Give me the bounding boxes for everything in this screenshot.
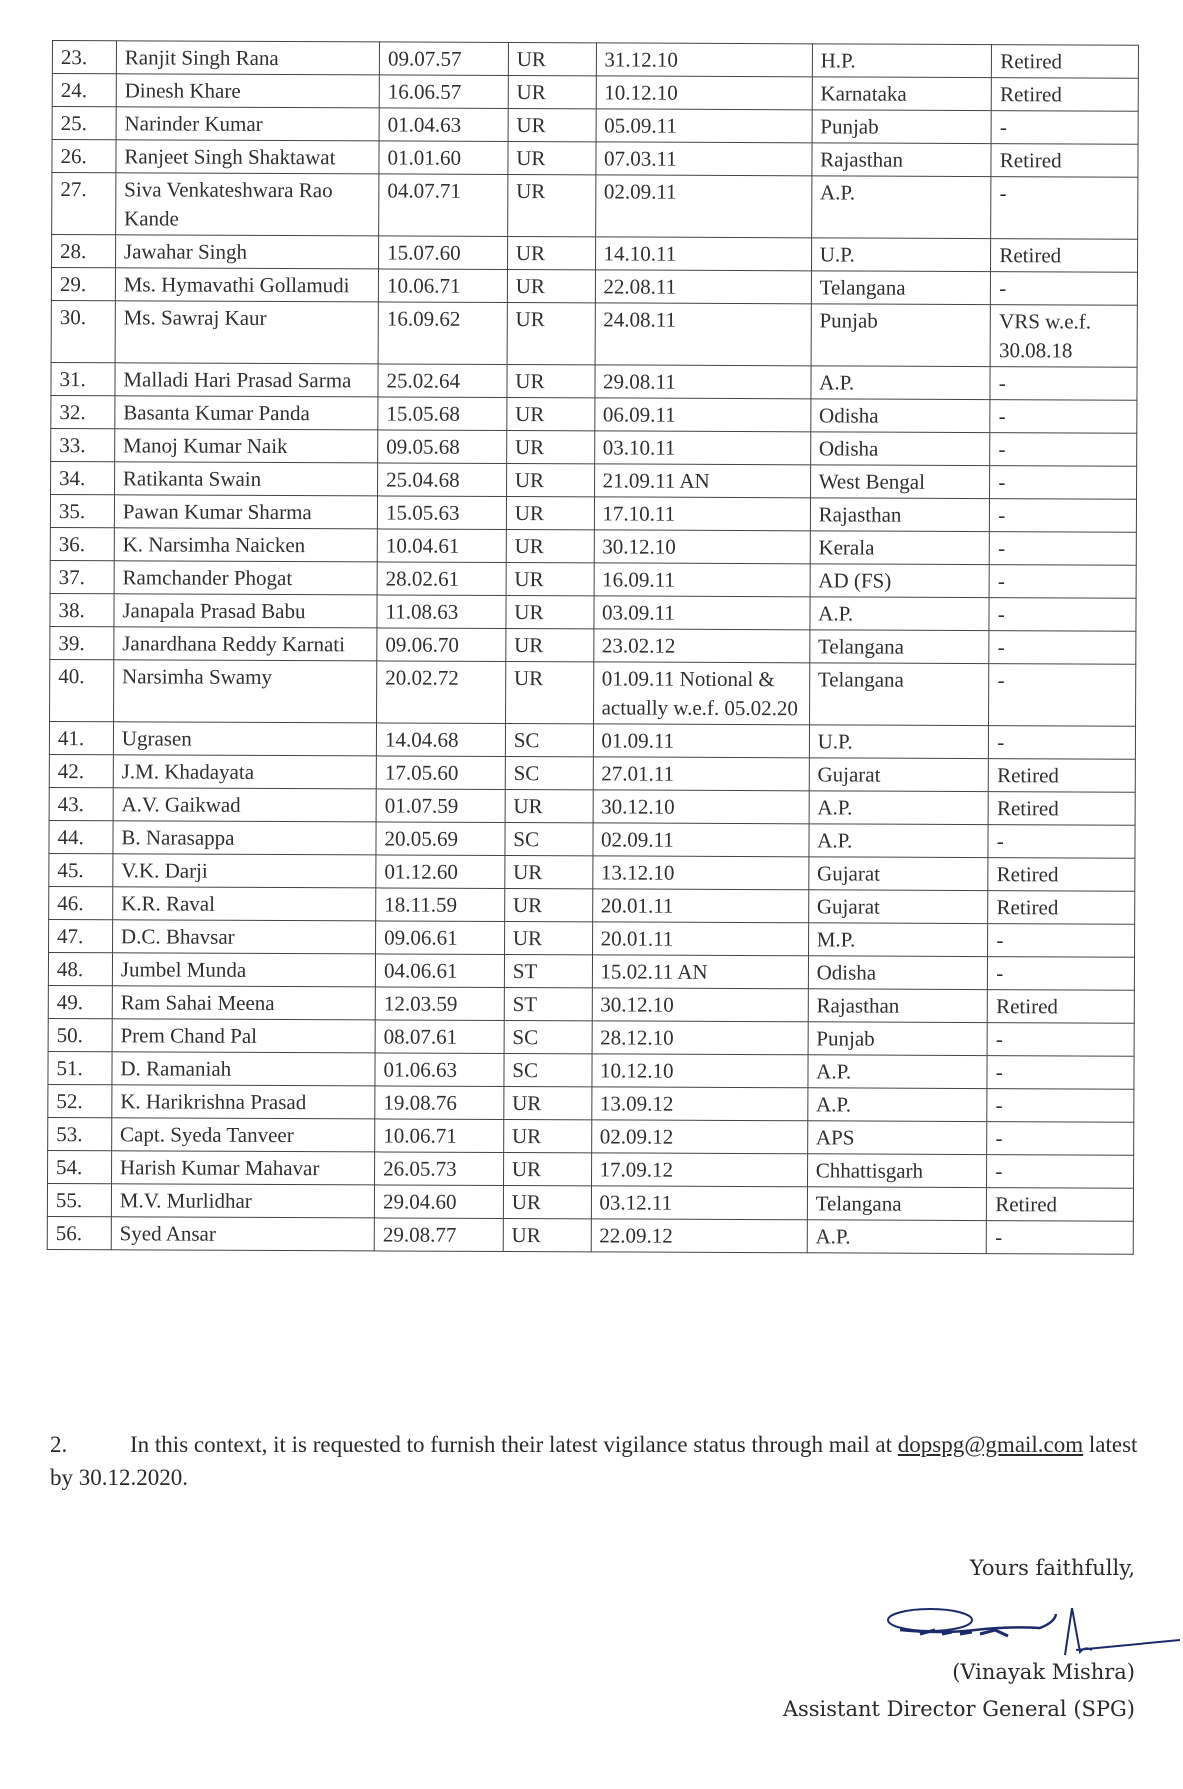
serial-number-cell: 44. — [49, 820, 113, 853]
remarks-cell: - — [990, 367, 1137, 401]
table-row — [52, 235, 1138, 273]
serial-number-cell: 27. — [52, 173, 116, 235]
table-row — [48, 952, 1134, 990]
circle-cell: Punjab — [811, 304, 991, 367]
promotion-date-cell: 31.12.10 — [596, 43, 812, 77]
date-of-birth-cell: 18.11.59 — [376, 888, 505, 922]
table-row — [52, 173, 1138, 240]
date-of-birth-cell: 28.02.61 — [377, 562, 506, 596]
circle-cell: H.P. — [812, 44, 992, 78]
remarks-cell: - — [991, 111, 1138, 145]
category-cell: UR — [506, 529, 594, 562]
table-row — [49, 886, 1135, 924]
officer-name-cell: Dinesh Khare — [116, 74, 379, 108]
circle-cell: AD (FS) — [810, 564, 990, 598]
promotion-date-cell: 30.12.10 — [594, 530, 810, 564]
circle-cell: Karnataka — [812, 77, 992, 111]
remarks-cell: Retired — [988, 891, 1135, 925]
officer-name-cell: Capt. Syeda Tanveer — [112, 1118, 375, 1152]
circle-cell: A.P. — [809, 791, 989, 825]
serial-number-cell: 51. — [48, 1051, 112, 1084]
date-of-birth-cell: 04.07.71 — [379, 174, 508, 237]
promotion-date-cell: 22.08.11 — [595, 270, 811, 304]
paragraph-deadline: latest by 30.12.2020. — [50, 1432, 1138, 1490]
serial-number-cell: 49. — [48, 985, 112, 1018]
serial-number-cell: 48. — [48, 952, 112, 985]
serial-number-cell: 54. — [48, 1150, 112, 1183]
circle-cell: A.P. — [808, 1055, 988, 1089]
date-of-birth-cell: 26.05.73 — [375, 1152, 504, 1186]
circle-cell: Kerala — [810, 531, 990, 565]
table-row — [51, 461, 1137, 499]
category-cell: SC — [505, 723, 593, 756]
table-row — [49, 853, 1135, 891]
category-cell: UR — [503, 1152, 591, 1185]
remarks-cell: - — [987, 1155, 1134, 1189]
roster-body — [47, 41, 1138, 1255]
promotion-date-cell: 30.12.10 — [593, 790, 809, 824]
officer-name-cell: Janapala Prasad Babu — [114, 594, 377, 628]
date-of-birth-cell: 15.05.68 — [378, 397, 507, 431]
category-cell: UR — [507, 236, 595, 269]
category-cell: UR — [507, 174, 595, 236]
remarks-cell: - — [990, 433, 1137, 467]
signatory-name: (Vinayak Mishra) — [952, 1660, 1135, 1684]
officer-name-cell: Ranjeet Singh Shaktawat — [116, 140, 379, 174]
category-cell: UR — [506, 463, 594, 496]
promotion-date-cell: 06.09.11 — [594, 398, 810, 432]
category-cell: UR — [506, 562, 594, 595]
promotion-date-cell: 10.12.10 — [596, 76, 812, 110]
category-cell: UR — [507, 364, 595, 397]
serial-number-cell: 26. — [52, 140, 116, 173]
officer-name-cell: B. Narasappa — [113, 821, 376, 855]
circle-cell: Telangana — [809, 630, 989, 664]
officer-name-cell: Ram Sahai Meena — [112, 986, 375, 1020]
officer-name-cell: J.M. Khadayata — [113, 755, 376, 789]
category-cell: UR — [504, 888, 592, 921]
officer-name-cell: Siva Venkateshwara Rao Kande — [116, 173, 379, 236]
promotion-date-cell: 03.09.11 — [593, 596, 809, 630]
serial-number-cell: 37. — [50, 560, 114, 593]
salutation: Yours faithfully, — [969, 1556, 1135, 1580]
promotion-date-cell: 30.12.10 — [592, 988, 808, 1022]
officer-name-cell: V.K. Darji — [113, 854, 376, 888]
circle-cell: Telangana — [811, 271, 991, 305]
circle-cell: Rajasthan — [812, 143, 992, 177]
circle-cell: Telangana — [807, 1187, 987, 1221]
circle-cell: Chhattisgarh — [807, 1154, 987, 1188]
category-cell: UR — [504, 921, 592, 954]
remarks-cell: - — [989, 726, 1136, 760]
circle-cell: Punjab — [808, 1022, 988, 1056]
promotion-date-cell: 02.09.11 — [592, 823, 808, 857]
table-row — [49, 721, 1135, 759]
officer-roster-table — [47, 40, 1139, 1255]
table-row — [49, 787, 1135, 825]
remarks-cell: Retired — [989, 759, 1136, 793]
category-cell: UR — [505, 789, 593, 822]
circle-cell: Gujarat — [808, 890, 988, 924]
category-cell: UR — [506, 430, 594, 463]
paragraph-number: 2. — [50, 1432, 68, 1457]
serial-number-cell: 25. — [52, 107, 116, 140]
category-cell: ST — [504, 987, 592, 1020]
remarks-cell: Retired — [987, 1188, 1134, 1222]
serial-number-cell: 29. — [51, 268, 115, 301]
category-cell: UR — [508, 42, 596, 75]
category-cell: ST — [504, 954, 592, 987]
category-cell: UR — [508, 75, 596, 108]
category-cell: UR — [503, 1185, 591, 1218]
date-of-birth-cell: 29.04.60 — [374, 1185, 503, 1219]
serial-number-cell: 38. — [50, 593, 114, 626]
remarks-cell: Retired — [988, 858, 1135, 892]
officer-name-cell: Ratikanta Swain — [114, 462, 377, 496]
category-cell: UR — [506, 628, 594, 661]
officer-name-cell: Janardhana Reddy Karnati — [114, 627, 377, 661]
table-row — [52, 74, 1138, 112]
category-cell: SC — [505, 756, 593, 789]
circle-cell: Rajasthan — [808, 989, 988, 1023]
date-of-birth-cell: 01.06.63 — [375, 1053, 504, 1087]
signatory-title: Assistant Director General (SPG) — [782, 1697, 1135, 1721]
remarks-cell: - — [990, 466, 1137, 500]
category-cell: UR — [503, 1119, 591, 1152]
circle-cell: U.P. — [809, 725, 989, 759]
remarks-cell: Retired — [991, 239, 1138, 273]
category-cell: UR — [507, 397, 595, 430]
table-row — [51, 268, 1137, 306]
serial-number-cell: 35. — [50, 494, 114, 527]
category-cell: UR — [503, 1218, 591, 1251]
serial-number-cell: 45. — [49, 853, 113, 886]
serial-number-cell: 41. — [49, 721, 113, 754]
date-of-birth-cell: 01.07.59 — [376, 789, 505, 823]
date-of-birth-cell: 25.02.64 — [378, 364, 507, 398]
date-of-birth-cell: 20.02.72 — [377, 661, 506, 724]
date-of-birth-cell: 15.05.63 — [377, 496, 506, 530]
table-row — [51, 300, 1137, 367]
officer-name-cell: Manoj Kumar Naik — [115, 429, 378, 463]
officer-name-cell: Ugrasen — [113, 722, 376, 756]
date-of-birth-cell: 10.06.71 — [375, 1119, 504, 1153]
promotion-date-cell: 20.01.11 — [592, 889, 808, 923]
remarks-cell: Retired — [991, 144, 1138, 178]
serial-number-cell: 28. — [52, 235, 116, 268]
category-cell: UR — [506, 496, 594, 529]
category-cell: UR — [505, 661, 593, 723]
circle-cell: Odisha — [810, 399, 990, 433]
circle-cell: A.P. — [811, 366, 991, 400]
circle-cell: Odisha — [808, 956, 988, 990]
date-of-birth-cell: 09.05.68 — [378, 430, 507, 464]
circle-cell: Gujarat — [808, 857, 988, 891]
table-row — [48, 1084, 1134, 1122]
table-row — [48, 1117, 1134, 1155]
date-of-birth-cell: 01.01.60 — [379, 141, 508, 175]
officer-name-cell: Ms. Sawraj Kaur — [115, 301, 378, 364]
officer-name-cell: Ramchander Phogat — [114, 561, 377, 595]
officer-name-cell: M.V. Murlidhar — [111, 1184, 374, 1218]
date-of-birth-cell: 09.07.57 — [379, 42, 508, 76]
officer-name-cell: Malladi Hari Prasad Sarma — [115, 363, 378, 397]
remarks-cell: - — [990, 400, 1137, 434]
serial-number-cell: 47. — [49, 919, 113, 952]
date-of-birth-cell: 01.12.60 — [376, 855, 505, 889]
officer-name-cell: A.V. Gaikwad — [113, 788, 376, 822]
remarks-cell: Retired — [988, 990, 1135, 1024]
remarks-cell: Retired — [992, 78, 1139, 112]
remarks-cell: VRS w.e.f. 30.08.18 — [990, 305, 1137, 368]
category-cell: UR — [506, 595, 594, 628]
table-row — [52, 107, 1138, 145]
circle-cell: A.P. — [810, 597, 990, 631]
remarks-cell: Retired — [988, 792, 1135, 826]
date-of-birth-cell: 08.07.61 — [375, 1020, 504, 1054]
serial-number-cell: 36. — [50, 527, 114, 560]
date-of-birth-cell: 25.04.68 — [378, 463, 507, 497]
promotion-date-cell: 10.12.10 — [591, 1054, 807, 1088]
remarks-cell: - — [987, 1122, 1134, 1156]
serial-number-cell: 30. — [51, 300, 115, 362]
remarks-cell: - — [990, 532, 1137, 566]
serial-number-cell: 31. — [51, 362, 115, 395]
circle-cell: Telangana — [809, 663, 989, 726]
remarks-cell: Retired — [992, 45, 1139, 79]
table-row — [52, 140, 1138, 178]
date-of-birth-cell: 09.06.61 — [376, 921, 505, 955]
circle-cell: M.P. — [808, 923, 988, 957]
officer-name-cell: Prem Chand Pal — [112, 1019, 375, 1053]
circle-cell: A.P. — [807, 1220, 987, 1254]
officer-name-cell: K. Harikrishna Prasad — [112, 1085, 375, 1119]
circle-cell: U.P. — [811, 238, 991, 272]
promotion-date-cell: 29.08.11 — [594, 365, 810, 399]
remarks-cell: - — [987, 1023, 1134, 1057]
remarks-cell: - — [989, 631, 1136, 665]
serial-number-cell: 33. — [51, 428, 115, 461]
serial-number-cell: 42. — [49, 754, 113, 787]
date-of-birth-cell: 20.05.69 — [376, 822, 505, 856]
remarks-cell: - — [990, 499, 1137, 533]
officer-name-cell: Narsimha Swamy — [113, 660, 376, 723]
date-of-birth-cell: 17.05.60 — [376, 756, 505, 790]
date-of-birth-cell: 16.09.62 — [378, 302, 507, 365]
category-cell: UR — [507, 269, 595, 302]
serial-number-cell: 39. — [50, 626, 114, 659]
promotion-date-cell: 28.12.10 — [592, 1021, 808, 1055]
remarks-cell: - — [989, 598, 1136, 632]
date-of-birth-cell: 16.06.57 — [379, 75, 508, 109]
serial-number-cell: 32. — [51, 395, 115, 428]
officer-name-cell: Syed Ansar — [111, 1217, 374, 1251]
table-row — [51, 395, 1137, 433]
serial-number-cell: 43. — [49, 787, 113, 820]
officer-name-cell: D.C. Bhavsar — [112, 920, 375, 954]
officer-name-cell: D. Ramaniah — [112, 1052, 375, 1086]
promotion-date-cell: 14.10.11 — [595, 237, 811, 271]
table-row — [51, 362, 1137, 400]
date-of-birth-cell: 09.06.70 — [377, 628, 506, 662]
promotion-date-cell: 13.09.12 — [591, 1087, 807, 1121]
officer-name-cell: K. Narsimha Naicken — [114, 528, 377, 562]
paragraph-text: In this context, it is requested to furnish their latest vigilance status through mail at — [130, 1432, 898, 1457]
table-row — [50, 659, 1136, 726]
table-row — [48, 1018, 1134, 1056]
serial-number-cell: 24. — [52, 74, 116, 107]
promotion-date-cell: 24.08.11 — [595, 303, 811, 366]
category-cell: SC — [504, 1020, 592, 1053]
date-of-birth-cell: 10.06.71 — [378, 269, 507, 303]
table-row — [51, 428, 1137, 466]
officer-name-cell: Ranjit Singh Rana — [116, 41, 379, 75]
officer-name-cell: K.R. Raval — [113, 887, 376, 921]
date-of-birth-cell: 01.04.63 — [379, 108, 508, 142]
table-row — [50, 560, 1136, 598]
officer-name-cell: Narinder Kumar — [116, 107, 379, 141]
serial-number-cell: 53. — [48, 1117, 112, 1150]
promotion-date-cell: 23.02.12 — [593, 629, 809, 663]
signature-icon — [880, 1600, 1180, 1660]
table-row — [48, 1051, 1134, 1089]
promotion-date-cell: 01.09.11 — [593, 724, 809, 758]
remarks-cell: - — [991, 272, 1138, 306]
promotion-date-cell: 01.09.11 Notional & actually w.e.f. 05.02.20 — [593, 662, 809, 725]
remarks-cell: - — [989, 664, 1136, 727]
category-cell: UR — [504, 1086, 592, 1119]
promotion-date-cell: 07.03.11 — [595, 142, 811, 176]
category-cell: SC — [504, 1053, 592, 1086]
officer-name-cell: Jawahar Singh — [115, 235, 378, 269]
date-of-birth-cell: 15.07.60 — [379, 236, 508, 270]
category-cell: UR — [508, 141, 596, 174]
officer-name-cell: Ms. Hymavathi Gollamudi — [115, 268, 378, 302]
promotion-date-cell: 03.10.11 — [594, 431, 810, 465]
remarks-cell: - — [988, 825, 1135, 859]
remarks-cell: - — [987, 1056, 1134, 1090]
table-row — [52, 41, 1138, 79]
promotion-date-cell: 21.09.11 AN — [594, 464, 810, 498]
promotion-date-cell: 02.09.12 — [591, 1120, 807, 1154]
table-row — [50, 626, 1136, 664]
category-cell: UR — [508, 108, 596, 141]
promotion-date-cell: 13.12.10 — [592, 856, 808, 890]
table-row — [50, 593, 1136, 631]
circle-cell: Punjab — [812, 110, 992, 144]
circle-cell: APS — [807, 1121, 987, 1155]
promotion-date-cell: 05.09.11 — [596, 109, 812, 143]
circle-cell: West Bengal — [810, 465, 990, 499]
promotion-date-cell: 02.09.11 — [595, 175, 811, 238]
email-link[interactable]: dopspg@gmail.com — [897, 1432, 1084, 1457]
date-of-birth-cell: 29.08.77 — [374, 1218, 503, 1252]
circle-cell: A.P. — [809, 824, 989, 858]
promotion-date-cell: 27.01.11 — [593, 757, 809, 791]
remarks-cell: - — [991, 177, 1138, 240]
table-row — [47, 1216, 1133, 1254]
category-cell: SC — [505, 822, 593, 855]
officer-name-cell: Harish Kumar Mahavar — [111, 1151, 374, 1185]
remarks-cell: - — [987, 1221, 1134, 1255]
circle-cell: A.P. — [811, 176, 991, 239]
date-of-birth-cell: 04.06.61 — [375, 954, 504, 988]
serial-number-cell: 34. — [51, 461, 115, 494]
promotion-date-cell: 16.09.11 — [594, 563, 810, 597]
request-paragraph — [50, 1428, 1140, 1494]
date-of-birth-cell: 10.04.61 — [377, 529, 506, 563]
table-row — [48, 1150, 1134, 1188]
circle-cell: Odisha — [810, 432, 990, 466]
circle-cell: Gujarat — [809, 758, 989, 792]
date-of-birth-cell: 12.03.59 — [375, 987, 504, 1021]
table-row — [50, 494, 1136, 532]
remarks-cell: - — [989, 565, 1136, 599]
officer-name-cell: Pawan Kumar Sharma — [114, 495, 377, 529]
table-row — [49, 820, 1135, 858]
table-row — [50, 527, 1136, 565]
serial-number-cell: 40. — [50, 659, 114, 721]
date-of-birth-cell: 11.08.63 — [377, 595, 506, 629]
serial-number-cell: 56. — [47, 1216, 111, 1249]
serial-number-cell: 23. — [52, 41, 116, 74]
category-cell: UR — [505, 855, 593, 888]
remarks-cell: - — [988, 957, 1135, 991]
promotion-date-cell: 17.10.11 — [594, 497, 810, 531]
serial-number-cell: 55. — [47, 1183, 111, 1216]
officer-name-cell: Jumbel Munda — [112, 953, 375, 987]
promotion-date-cell: 03.12.11 — [591, 1186, 807, 1220]
circle-cell: A.P. — [807, 1088, 987, 1122]
serial-number-cell: 46. — [49, 886, 113, 919]
date-of-birth-cell: 14.04.68 — [376, 723, 505, 757]
promotion-date-cell: 22.09.12 — [591, 1219, 807, 1253]
circle-cell: Rajasthan — [810, 498, 990, 532]
table-row — [49, 919, 1135, 957]
serial-number-cell: 50. — [48, 1018, 112, 1051]
date-of-birth-cell: 19.08.76 — [375, 1086, 504, 1120]
table-row — [47, 1183, 1133, 1221]
remarks-cell: - — [988, 924, 1135, 958]
table-row — [48, 985, 1134, 1023]
remarks-cell: - — [987, 1089, 1134, 1123]
category-cell: UR — [507, 302, 595, 364]
serial-number-cell: 52. — [48, 1084, 112, 1117]
officer-name-cell: Basanta Kumar Panda — [115, 396, 378, 430]
promotion-date-cell: 20.01.11 — [592, 922, 808, 956]
table-row — [49, 754, 1135, 792]
promotion-date-cell: 17.09.12 — [591, 1153, 807, 1187]
promotion-date-cell: 15.02.11 AN — [592, 955, 808, 989]
